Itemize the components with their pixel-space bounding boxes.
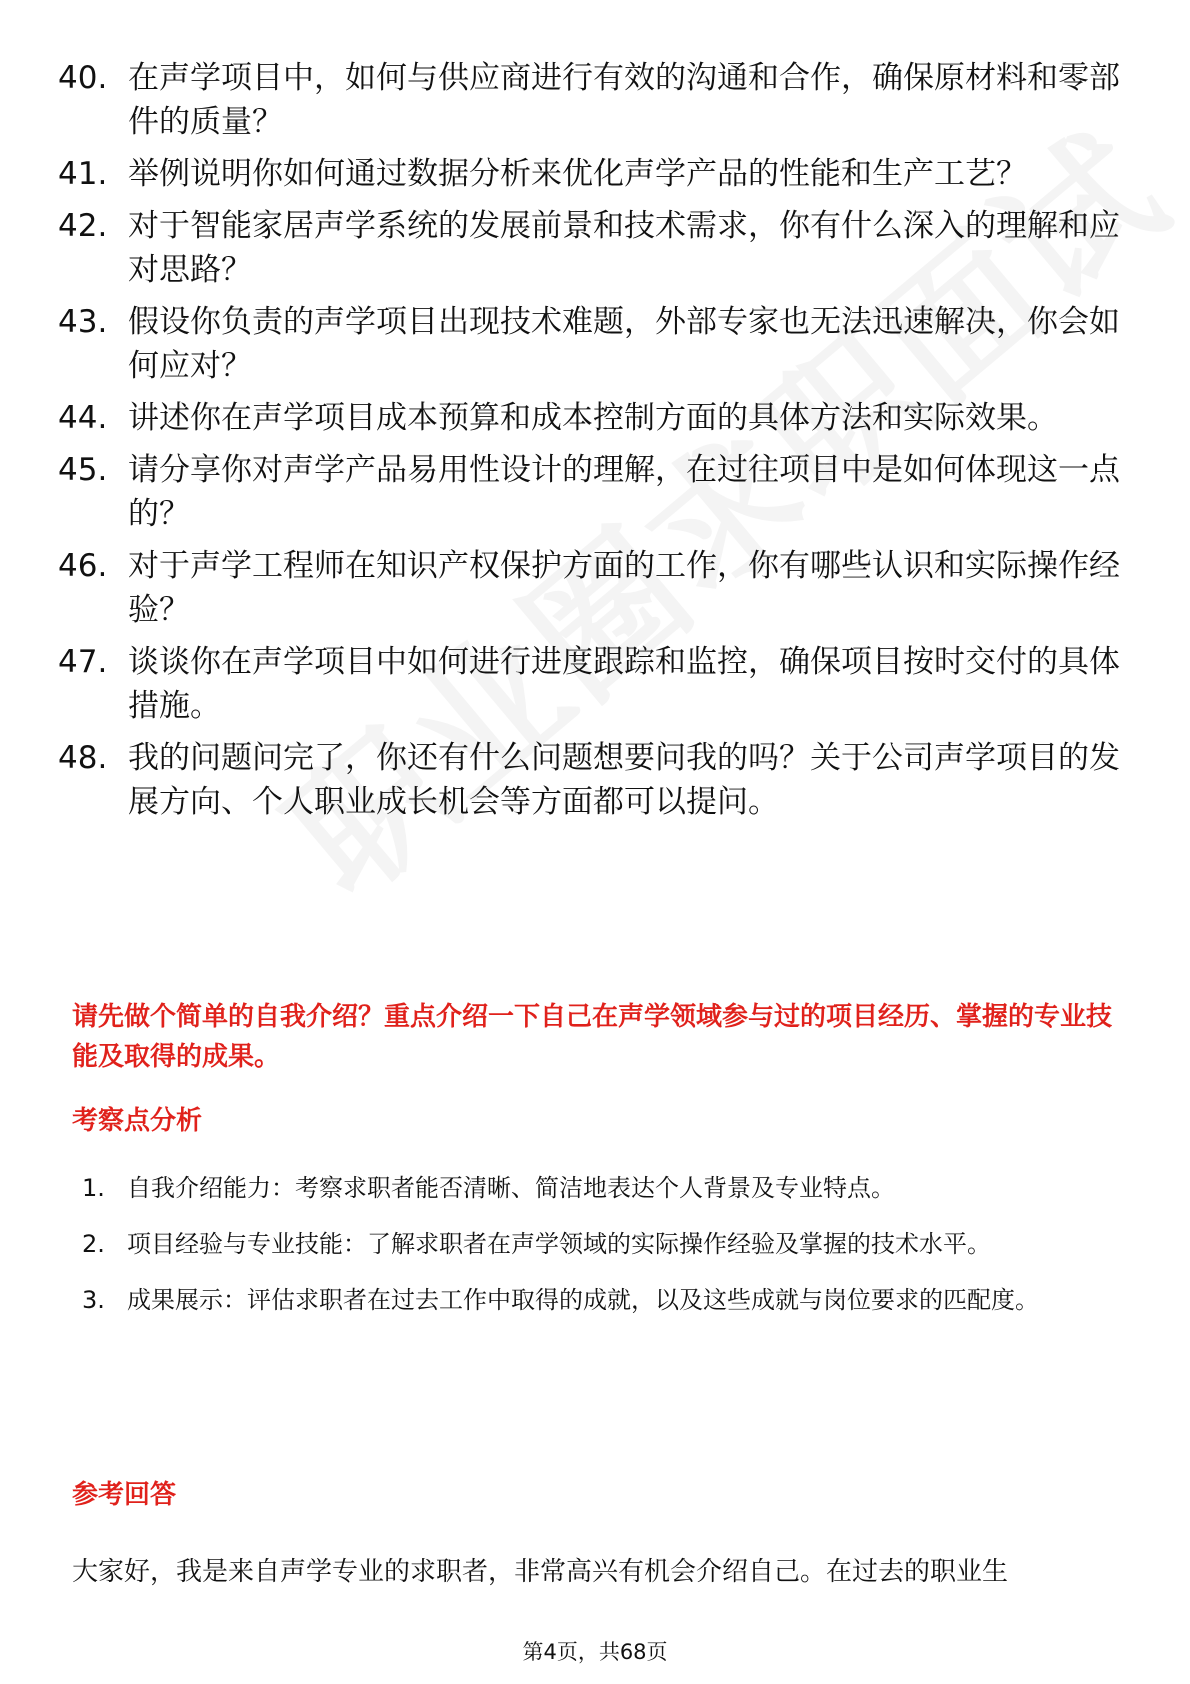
question-number: 47. (58, 644, 108, 680)
question-item (58, 448, 1138, 536)
point-text: 项目经验与专业技能：了解求职者在声学领域的实际操作经验及掌握的技术水平。 (127, 1230, 991, 1258)
point-number: 1. (82, 1174, 105, 1202)
question-text: 在声学项目中，如何与供应商进行有效的沟通和合作，确保原材料和零部件的质量？ (128, 60, 1120, 140)
highlight-question: 请先做个简单的自我介绍？重点介绍一下自己在声学领域参与过的项目经历、掌握的专业技能及取得的成果。 (72, 1002, 1113, 1072)
question-number: 45. (58, 452, 108, 488)
question-text: 讲述你在声学项目成本预算和成本控制方面的具体方法和实际效果。 (128, 400, 1058, 436)
analysis-point (82, 1216, 1132, 1272)
point-text: 成果展示：评估求职者在过去工作中取得的成就，以及这些成就与岗位要求的匹配度。 (127, 1286, 1039, 1314)
point-text: 自我介绍能力：考察求职者能否清晰、简洁地表达个人背景及专业特点。 (127, 1174, 895, 1202)
question-text: 谈谈你在声学项目中如何进行进度跟踪和监控，确保项目按时交付的具体措施。 (128, 644, 1120, 724)
question-text: 举例说明你如何通过数据分析来优化声学产品的性能和生产工艺？ (128, 156, 1027, 192)
question-text: 对于声学工程师在知识产权保护方面的工作，你有哪些认识和实际操作经验？ (128, 548, 1120, 628)
question-text: 假设你负责的声学项目出现技术难题，外部专家也无法迅速解决，你会如何应对？ (128, 304, 1120, 384)
answer-text: 大家好，我是来自声学专业的求职者，非常高兴有机会介绍自己。在过去的职业生 (72, 1557, 1009, 1587)
question-number: 40. (58, 60, 108, 96)
question-item (58, 56, 1138, 144)
question-number: 43. (58, 304, 108, 340)
question-item (58, 300, 1138, 388)
question-text: 请分享你对声学产品易用性设计的理解，在过往项目中是如何体现这一点的？ (128, 452, 1120, 532)
question-item (58, 152, 1138, 196)
question-text: 对于智能家居声学系统的发展前景和技术需求，你有什么深入的理解和应对思路？ (128, 208, 1120, 288)
point-number: 2. (82, 1230, 105, 1258)
question-item (58, 396, 1138, 440)
analysis-heading: 考察点分析 (72, 1106, 203, 1136)
analysis-point (82, 1272, 1132, 1328)
point-number: 3. (82, 1286, 105, 1314)
question-item (58, 640, 1138, 728)
question-item (58, 204, 1138, 292)
question-number: 44. (58, 400, 108, 436)
analysis-point (82, 1160, 1132, 1216)
question-text: 我的问题问完了，你还有什么问题想要问我的吗？关于公司声学项目的发展方向、个人职业成长机会等方面都可以提问。 (128, 740, 1120, 820)
question-item (58, 736, 1138, 824)
question-number: 48. (58, 740, 108, 776)
answer-heading: 参考回答 (72, 1480, 177, 1510)
page-footer: 第4页，共68页 (522, 1640, 668, 1664)
question-list (58, 56, 1138, 832)
question-item (58, 544, 1138, 632)
question-number: 41. (58, 156, 108, 192)
analysis-point-list (82, 1160, 1132, 1328)
question-number: 42. (58, 208, 108, 244)
question-number: 46. (58, 548, 108, 584)
